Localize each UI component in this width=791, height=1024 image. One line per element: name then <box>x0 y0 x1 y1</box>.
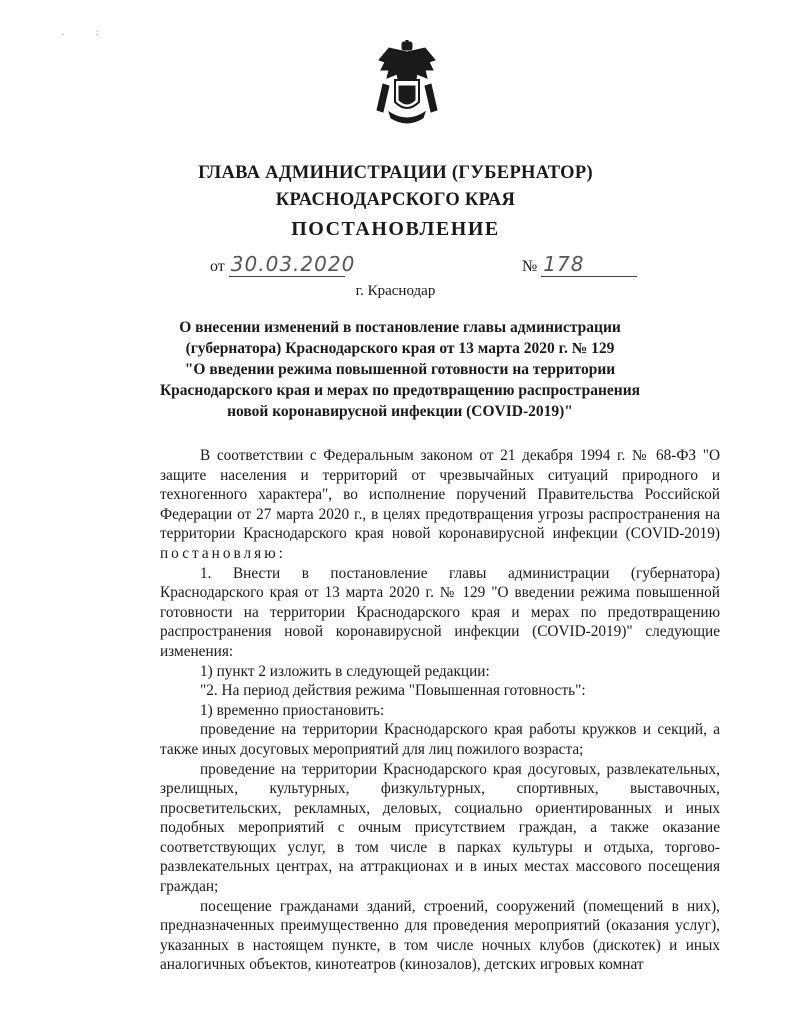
authority-line-1: ГЛАВА АДМИНИСТРАЦИИ (ГУБЕРНАТОР) <box>198 163 593 183</box>
paragraph-4: 1) временно приостановить: <box>200 701 385 719</box>
title-line-2: (губернатора) Краснодарского края от 13 марта 2020 г. № 129 <box>185 340 615 357</box>
paragraph-3: "2. На период действия режима "Повышенная готовность": <box>200 682 586 700</box>
document-title <box>150 317 650 422</box>
document-number: 178 <box>541 252 637 277</box>
paragraph-2: 1) пункт 2 изложить в следующей редакции: <box>200 662 490 680</box>
paragraph-preamble <box>160 446 720 564</box>
issuing-authority <box>0 160 791 214</box>
city: г. Краснодар <box>355 283 436 299</box>
title-line-3: "О введении режима повышенной готовности на территории <box>184 361 616 378</box>
scan-noise: . : <box>62 28 99 37</box>
date-line <box>210 252 356 277</box>
number-line <box>522 252 637 277</box>
title-line-5: новой коронавирусной инфекции (COVID-2019)" <box>227 403 573 420</box>
title-line-4: Краснодарского края и мерах по предотвращению распространения <box>159 382 641 399</box>
number-prefix: № <box>522 258 538 275</box>
paragraph-6: проведение на территории Краснодарского края досуговых, развлекательных, зрелищных, культурных, физкультурных, спортивных, выставочных, просветительских, рекламных, деловых, социально ориентированных и иных подобных мероприятий с очным присутствием граждан, а также оказание соответствующих услуг, в том числе в парках культуры и отдыха, торгово-развлекательных центрах, на аттракционах и в иных местах массового посещения граждан; <box>160 760 720 896</box>
paragraph-5: проведение на территории Краснодарского края работы кружков и секций, а также иных досуговых мероприятий для лиц пожилого возраста; <box>160 721 720 758</box>
document-date: 30.03.2020 <box>230 252 356 276</box>
paragraph-1: 1. Внести в постановление главы администрации (губернатора) Краснодарского края от 13 марта 2020 г. № 129 "О введении режима повышенной готовности на территории Краснодарского края и мерах по предотвращению распространения новой коронавирусной инфекции (COVID-2019)" следующие изменения: <box>160 564 720 660</box>
document-body <box>160 446 720 975</box>
coat-of-arms-icon <box>375 40 439 126</box>
document-type: ПОСТАНОВЛЕНИЕ <box>291 218 500 240</box>
title-line-1: О внесении изменений в постановление главы администрации <box>179 319 621 336</box>
preamble-text: В соответствии с Федеральным законом от 21 декабря 1994 г. № 68-ФЗ "О защите населения и территорий от чрезвычайных ситуаций природного и техногенного характера", во исполнение поручений Правительства Российской Федерации от 27 марта 2020 г., в целях предотвращения угрозы распространения на территории Краснодарского края новой коронавирусной инфекции (COVID-2019) <box>160 447 720 543</box>
resolve-word: постановляю: <box>160 544 286 562</box>
date-prefix: от <box>210 258 225 275</box>
paragraph-7: посещение гражданами зданий, строений, сооружений (помещений в них), предназначенных преимущественно для проведения мероприятий (оказания услуг), указанных в настоящем пункте, в том числе ночных клубов (дискотек) и иных аналогичных объектов, кинотеатров (кинозалов), детских игровых комнат <box>160 897 720 974</box>
authority-line-2: КРАСНОДАРСКОГО КРАЯ <box>275 190 516 210</box>
